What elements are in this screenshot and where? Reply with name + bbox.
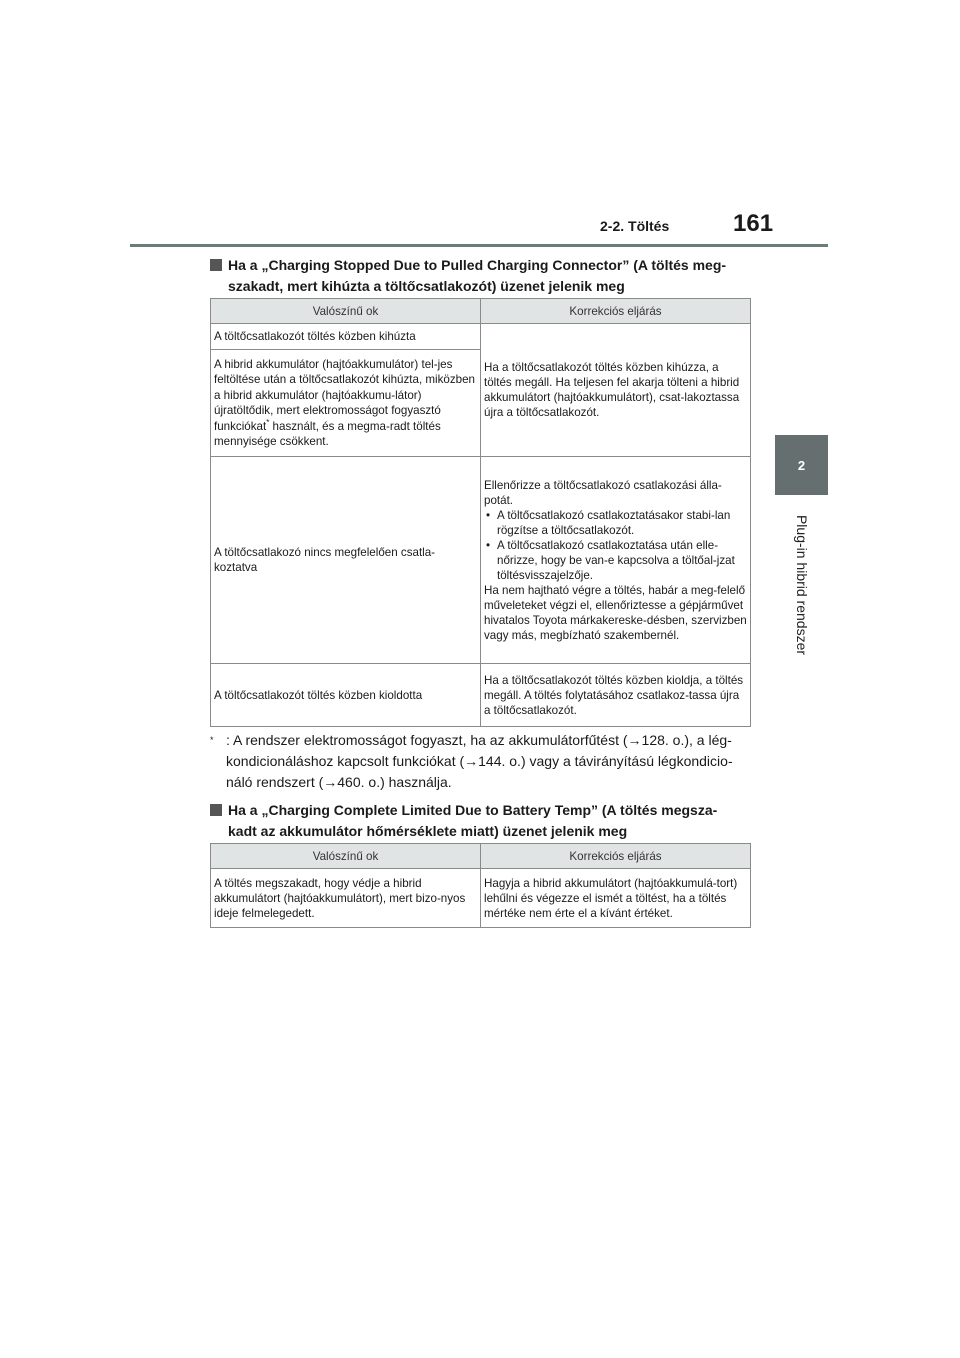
heading-line: kadt az akkumulátor hőmérséklete miatt) üzenet jelenik meg <box>228 823 628 839</box>
heading-line: szakadt, mert kihúzta a töltőcsatlakozót) üzenet jelenik meg <box>228 278 625 294</box>
section-title: 2-2. Töltés <box>600 218 670 234</box>
page-number: 161 <box>733 210 774 237</box>
footnote-text: : A rendszer elektromosságot fogyaszt, ha az akkumulátorfűtést (→128. o.), a lég-kondicionáláshoz kapcsolt funkciókat (→144. o.) vagy a távirányítású légkondicio-náló rendszert (→460. o.) használja. <box>226 732 733 790</box>
footnote-mark: * <box>210 735 214 745</box>
list-item: • A töltőcsatlakozó csatlakoztatása után elle-nőrizze, hogy be van-e kapcsolva a töltőal-jzat töltésvisszajelzője. <box>484 538 747 583</box>
table-row <box>211 457 751 664</box>
causes-table-battery-temp <box>210 843 751 928</box>
list-item: • A töltőcsatlakozó csatlakoztatásakor stabi-lan rögzítse a töltőcsatlakozót. <box>484 508 747 538</box>
table-row <box>211 664 751 727</box>
cause-text: használt, és a megma-radt töltés mennyisége csökkent. <box>214 419 441 448</box>
cause-cell <box>211 350 481 457</box>
section-heading-battery-temp <box>210 800 750 842</box>
chapter-number: 2 <box>797 457 806 473</box>
footnote <box>210 730 750 793</box>
fix-cell: Ha a töltőcsatlakozót töltés közben kioldja, a töltés megáll. A töltés folytatásához csatlakoz-tassa újra a töltőcsatlakozót. <box>481 664 751 727</box>
cause-cell: A töltés megszakadt, hogy védje a hibrid akkumulátort (hajtóakkumulátort), mert bizo-nyos ideje felmelegedett. <box>211 869 481 928</box>
column-header-fix: Korrekciós eljárás <box>481 299 751 324</box>
square-bullet-icon <box>210 259 222 271</box>
section-heading-charging-stopped <box>210 255 750 297</box>
fix-cell: Ha a töltőcsatlakozót töltés közben kihúzza, a töltés megáll. Ha teljesen fel akarja tölteni a hibrid akkumulátort (hajtóakkumulátort), csat-lakoztassa újra a töltőcsatlakozót. <box>481 324 751 457</box>
fix-intro: Ellenőrizze a töltőcsatlakozó csatlakozási álla-potát. <box>484 478 722 507</box>
fix-cell <box>481 457 751 664</box>
heading-line: Ha a „Charging Complete Limited Due to Battery Temp” (A töltés megsza- <box>228 802 718 818</box>
causes-table-charging-stopped <box>210 298 751 727</box>
cause-text: A hibrid akkumulátor (hajtóakkumulátor) tel-jes feltöltése után a töltőcsatlakozót kihúzta, miközben a hibrid akkumulátor (hajtóakkumu-látor) újratöltődik, mert elektromosságot fogyasztó funkciókat <box>214 357 476 433</box>
footnote-mark: * <box>266 417 270 427</box>
heading-line: Ha a „Charging Stopped Due to Pulled Charging Connector” (A töltés meg- <box>228 257 727 273</box>
header-divider <box>130 244 828 247</box>
chapter-title: Plug-in hibrid rendszer <box>794 514 810 656</box>
fix-bullet-list <box>484 508 747 583</box>
table-header-row <box>211 299 751 324</box>
column-header-fix: Korrekciós eljárás <box>481 844 751 869</box>
table-row <box>211 324 751 350</box>
cause-cell: A töltőcsatlakozót töltés közben kihúzta <box>211 324 481 350</box>
chapter-tab <box>775 435 828 495</box>
fix-cell: Hagyja a hibrid akkumulátort (hajtóakkumulá-tort) lehűlni és végezze el ismét a töltést, ha a töltés mértéke nem érte el a kívánt értéket. <box>481 869 751 928</box>
table-row <box>211 869 751 928</box>
table-header-row <box>211 844 751 869</box>
square-bullet-icon <box>210 804 222 816</box>
column-header-cause: Valószínű ok <box>211 299 481 324</box>
cause-cell: A töltőcsatlakozó nincs megfelelően csatla-koztatva <box>211 457 481 664</box>
column-header-cause: Valószínű ok <box>211 844 481 869</box>
fix-outro: Ha nem hajtható végre a töltés, habár a meg-felelő műveleteket végzi el, ellenőriztesse a gépjárművet hivatalos Toyota márkakereske-désben, szervizben vagy más, megbízható szakembernél. <box>484 583 747 642</box>
cause-cell: A töltőcsatlakozót töltés közben kioldotta <box>211 664 481 727</box>
